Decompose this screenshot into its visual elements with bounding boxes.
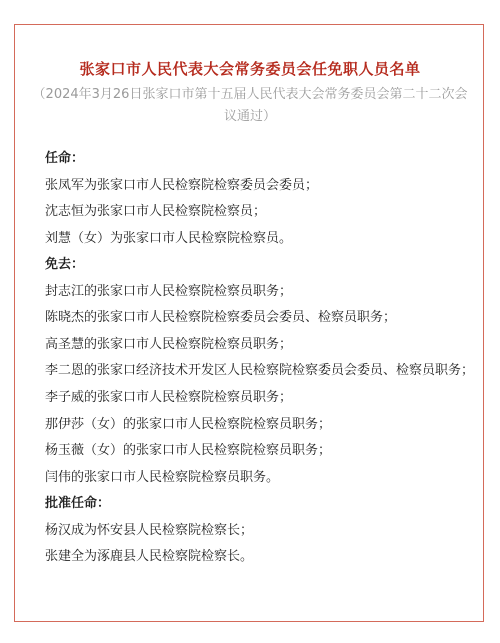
document-subtitle: （2024年3月26日张家口市第十五届人民代表大会常务委员会第二十二次会议通过） bbox=[32, 87, 468, 124]
list-item: 张凤军为张家口市人民检察院检察委员会委员； bbox=[45, 177, 319, 193]
list-item: 闫伟的张家口市人民检察院检察员职务。 bbox=[45, 469, 280, 485]
section-heading-appoint: 任命： bbox=[45, 151, 85, 166]
list-item: 封志江的张家口市人民检察院检察员职务； bbox=[45, 283, 293, 299]
list-item: 那伊莎（女）的张家口市人民检察院检察员职务； bbox=[45, 416, 332, 432]
section-heading-remove: 免去： bbox=[45, 257, 85, 272]
list-item: 张建全为涿鹿县人民检察院检察长。 bbox=[45, 549, 254, 564]
list-item: 高圣慧的张家口市人民检察院检察员职务； bbox=[45, 336, 293, 352]
list-item: 刘慧（女）为张家口市人民检察院检察员。 bbox=[45, 230, 293, 246]
list-item: 杨玉薇（女）的张家口市人民检察院检察员职务； bbox=[45, 443, 332, 458]
document-title: 张家口市人民代表大会常务委员会任免职人员名单 bbox=[79, 60, 421, 78]
list-item: 李二恩的张家口经济技术开发区人民检察院检察委员会委员、检察员职务； bbox=[45, 363, 475, 378]
list-item: 李子威的张家口市人民检察院检察员职务； bbox=[45, 390, 293, 405]
list-item: 沈志恒为张家口市人民检察院检察员； bbox=[45, 204, 267, 219]
section-heading-approve: 批准任命： bbox=[45, 496, 111, 511]
list-item: 杨汉成为怀安县人民检察院检察长； bbox=[45, 522, 254, 538]
list-item: 陈晓杰的张家口市人民检察院检察委员会委员、检察员职务； bbox=[45, 310, 397, 325]
document-body bbox=[28, 146, 474, 571]
